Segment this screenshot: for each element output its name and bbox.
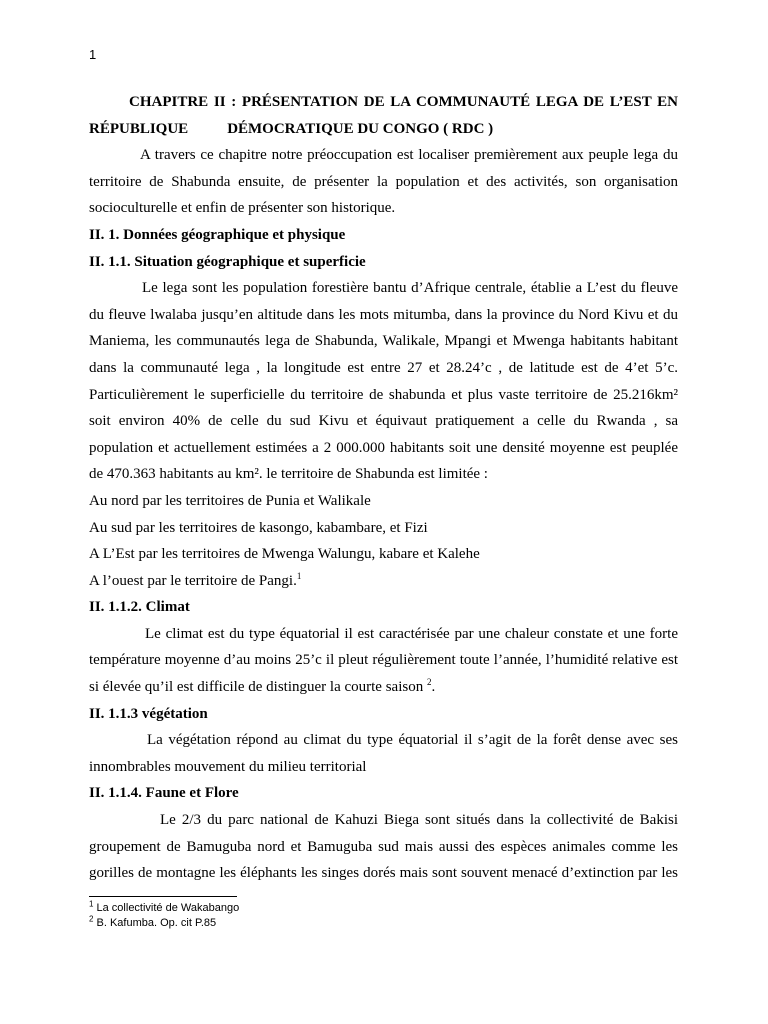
footnote-2-text: B. Kafumba. Op. cit P.85 xyxy=(96,917,217,929)
section-heading-vegetation: II. 1.1.3 végétation xyxy=(89,705,208,722)
situation-line: population et actuellement estimées a 2 000.000 habitants soit une densité moyenne est peuplée xyxy=(89,439,678,456)
border-east: A L’Est par les territoires de Mwenga Walungu, kabare et Kalehe xyxy=(89,546,480,563)
situation-line: soit environ 40% de celle du sud Kivu et équivaut pratiquement a celle du Rwanda , sa xyxy=(89,413,678,430)
section-heading-situation: II. 1.1. Situation géographique et superficie xyxy=(89,253,366,270)
intro-line: socioculturelle et enfin de présenter son historique. xyxy=(89,200,396,217)
climate-line: Le climat est du type équatorial il est caractérisée par une chaleur constate et une forte xyxy=(145,625,678,642)
footnote-1-text: La collectivité de Wakabango xyxy=(96,902,240,914)
footnote-2-number: 2 xyxy=(89,914,94,924)
chapter-title-rest: DÉMOCRATIQUE DU CONGO ( RDC ) xyxy=(227,120,494,137)
intro-line: territoire de Shabunda ensuite, de présenter la population et des activités, son organisation xyxy=(89,173,678,190)
climate-line-end: . xyxy=(431,679,436,696)
situation-line: dans la communauté lega , la longitude est entre 27 et 28.24’c , de latitude est de 4’et 5’c. xyxy=(89,359,678,376)
situation-line: Maniema, les communautés lega de Shabunda, Walikale, Mpangi et Mwenga habitants habitant xyxy=(89,333,678,350)
fauna-line: gorilles de montagne les éléphants les singes dorés mais sont souvent menacé d’extinction par les xyxy=(89,865,678,882)
section-heading-fauna-flora: II. 1.1.4. Faune et Flore xyxy=(89,785,239,802)
situation-line: Le lega sont les population forestière bantu d’Afrique centrale, établie a L’est du fleuve xyxy=(142,280,678,297)
section-heading-climate: II. 1.1.2. Climat xyxy=(89,599,190,616)
page-number: 1 xyxy=(89,47,97,62)
fauna-line: groupement de Bamuguba nord et Bamuguba sud mais aussi des espèces animales comme les xyxy=(89,838,678,855)
climate-line-text: si élevée qu’il est difficile de distinguer la courte saison xyxy=(89,679,427,696)
border-north: Au nord par les territoires de Punia et Walikale xyxy=(89,492,371,509)
chapter-title-line-1: CHAPITRE II : PRÉSENTATION DE LA COMMUNAUTÉ LEGA DE L’EST EN xyxy=(129,94,678,110)
situation-line: Particulièrement le superficielle du territoire de shabunda et plus vaste territoire de 25.216km² xyxy=(89,386,678,403)
footnote-ref-1[interactable]: 1 xyxy=(296,570,302,581)
footnote-2 xyxy=(89,916,239,931)
footnote-ref-2[interactable]: 2 xyxy=(426,677,432,688)
climate-line: température moyenne d’au moins 25’c il pleut régulièrement toute l’année, l’humidité relative est xyxy=(89,652,678,669)
footnote-1 xyxy=(89,901,239,916)
border-west-text: A l’ouest par le territoire de Pangi. xyxy=(89,572,297,589)
chapter-title-line-2 xyxy=(89,116,678,143)
section-heading-geography: II. 1. Données géographique et physique xyxy=(89,226,346,243)
border-west xyxy=(89,568,678,595)
footnote-separator xyxy=(89,896,237,897)
intro-line: A travers ce chapitre notre préoccupation est localiser premièrement aux peuple lega du xyxy=(140,147,678,164)
footnote-1-number: 1 xyxy=(89,899,94,909)
border-south: Au sud par les territoires de kasongo, kabambare, et Fizi xyxy=(89,519,428,536)
chapter-title-word-republique: RÉPUBLIQUE xyxy=(89,120,189,137)
fauna-line: Le 2/3 du parc national de Kahuzi Biega sont situés dans la collectivité de Bakisi xyxy=(160,812,678,829)
situation-line: de 470.363 habitants au km². le territoire de Shabunda est limitée : xyxy=(89,466,488,483)
situation-line: du fleuve lwalaba jusqu’en altitude dans les mots mitumba, dans la province du Nord Kivu et du xyxy=(89,306,678,323)
vegetation-line: La végétation répond au climat du type équatorial il s’agit de la forêt dense avec ses xyxy=(147,732,678,749)
page-body xyxy=(89,89,678,887)
climate-line xyxy=(89,674,678,701)
vegetation-line: innombrables mouvement du milieu territorial xyxy=(89,758,367,775)
footnotes xyxy=(89,901,239,931)
